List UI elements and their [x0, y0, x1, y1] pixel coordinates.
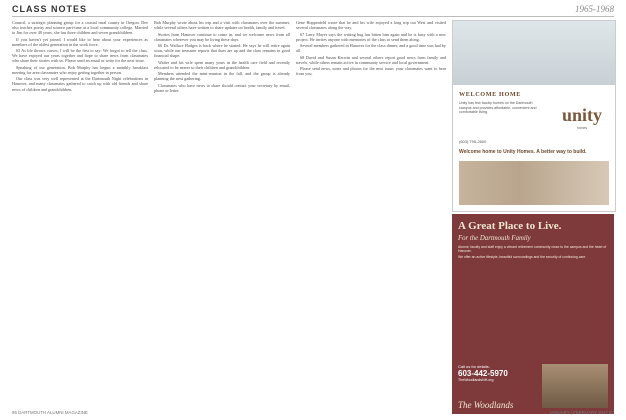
paragraph: If you haven't yet joined, I would like to hear about your experiences as members of the oldest generation in the work force. [12, 36, 148, 47]
paragraph: 68 David and Susan Kerwin and several others report good news from family and travels, while others remain active in community service and local government. [296, 54, 446, 65]
paragraph: Council, a strategic planning group for a coastal rural county in Oregon. Dee also teaches poetry and science part-time at a local community college. Married to Jim for over 40 years, she has three children and seven grandchildren. [12, 20, 148, 36]
logo-word: unity [561, 105, 603, 125]
page-footer [12, 410, 614, 418]
paragraph: 66 Dr. Wallace Hodges is back where he started. He says he will retire again soon, while our treasurer reports that dues are up and the class remains in good financial shape. [154, 43, 290, 59]
class-years: 1965-1968 [575, 4, 614, 14]
column-1 [12, 20, 148, 93]
paragraph: Walter and his wife spent many years in the health care field and recently relocated to be nearer to their children and grandchildren. [154, 59, 290, 70]
header-rule [12, 16, 614, 17]
ad-paragraph: Alumni, faculty and staff enjoy a vibrant retirement community close to the campus and the heart of Hanover. [458, 245, 607, 254]
website-link[interactable]: TheWoodlandsNH.org [458, 378, 494, 382]
paragraph: Bob Murphy wrote about his trip and a visit with classmates over the summer, while several others have written to share updates on health, family and travel. [154, 20, 290, 31]
paragraph: Several members gathered in Hanover for the class dinner, and a good time was had by all. [296, 43, 446, 54]
column-2 [154, 20, 290, 94]
paragraph: Speaking of our generation, Bob Murphy has begun a monthly breakfast meeting for area classmates who enjoy getting together in person. [12, 64, 148, 75]
ad-paragraph: We offer an active lifestyle, beautiful surroundings and the security of continuing care. [458, 255, 587, 260]
paragraph: Classmates who have news to share should contact your secretary by email, phone or letter. [154, 82, 290, 93]
logo-sub: homes [576, 126, 588, 130]
ad-subhead: For the Dartmouth Family [458, 235, 531, 242]
ad-headline: A Great Place to Live. [458, 220, 562, 232]
ad-house-photo [453, 21, 615, 85]
ad-interior-photos [459, 161, 609, 205]
woodlands-logo: The Woodlands [458, 400, 514, 410]
ad-body: Unity has few faculty homes on the Dartmouth campus and provides affordable, convenient and comfortable living. [459, 101, 537, 115]
column-3 [296, 20, 446, 78]
ad-contact [458, 364, 508, 382]
paragraph: 67 Larry Mayer says the writing bug has bitten him again and he is busy with a new project. He invites anyone with memories of the class to send them along. [296, 31, 446, 42]
paragraph: Stories from Hanover continue to come in, and we welcome news from all classmates wherever you may be living these days. [154, 31, 290, 42]
unity-homes-ad[interactable] [452, 20, 616, 212]
call-label: Call us for details: [458, 364, 490, 369]
paragraph: 65 As life throws curves, I will be the first to say: We forgot to tell the class. We have enjoyed our years together and hope to share news from classmates who share their stories with us. Please send an email or write for the next issue. [12, 48, 148, 64]
footer-left: 86 DARTMOUTH ALUMNI MAGAZINE [12, 410, 88, 415]
ad-building-photo [542, 364, 608, 408]
paragraph: Please send news, notes and photos for the next issue; your classmates want to hear from you. [296, 66, 446, 77]
page-header [12, 4, 614, 18]
phone-number[interactable]: 603-442-5970 [458, 369, 508, 378]
woodlands-ad[interactable] [452, 214, 614, 414]
paragraph: Our class was very well represented at the Dartmouth Night celebrations in Hanover, and many classmates gathered to catch up with old friends and share news of children and grandchildren. [12, 76, 148, 92]
ad-phone: (603) 795-2600 [459, 139, 487, 144]
section-title: CLASS NOTES [12, 4, 88, 14]
unity-logo [553, 105, 611, 130]
paragraph: Gene Hoppenfeld wrote that he and his wife enjoyed a long trip out West and visited several classmates along the way. [296, 20, 446, 31]
ad-tagline: Welcome home to Unity Homes. A better way to build. [459, 149, 587, 155]
ad-title: WELCOME HOME [459, 91, 522, 98]
paragraph: Members attended the mini-reunion in the fall, and the group is already planning the next gathering. [154, 71, 290, 82]
footer-right: JANUARY | FEBRUARY 2017 87 [549, 410, 614, 415]
ad-body [458, 245, 608, 261]
